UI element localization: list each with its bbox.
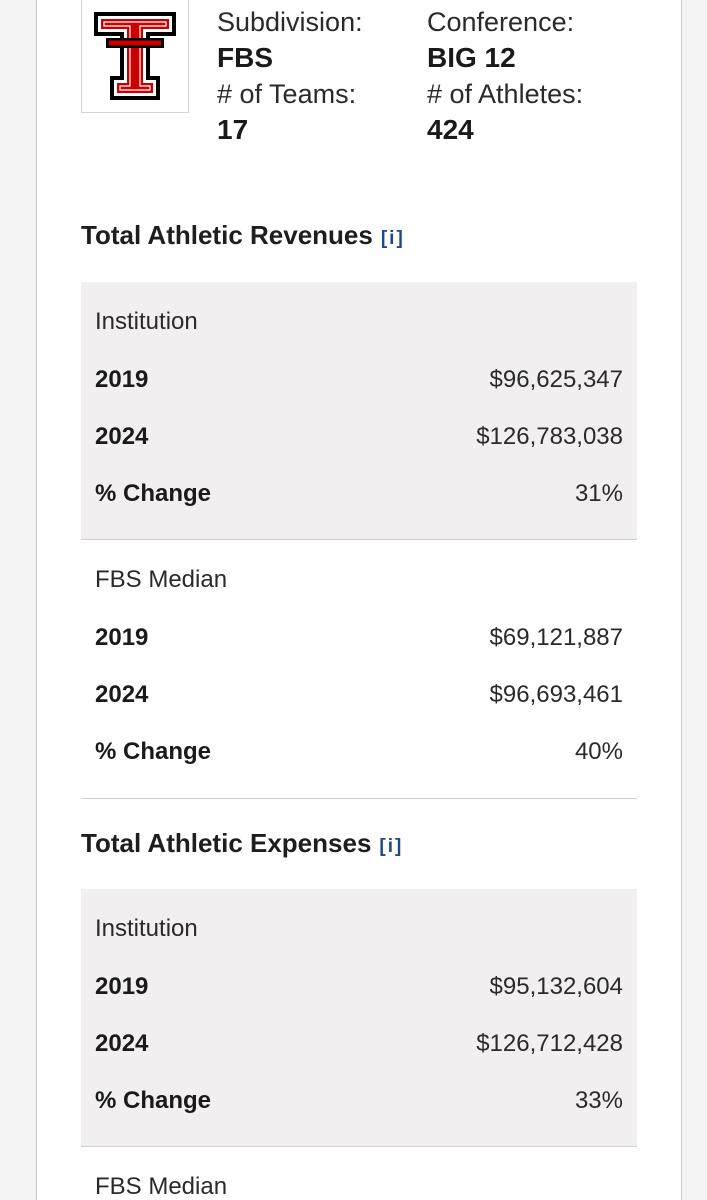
conference-info bbox=[427, 4, 583, 148]
revenues-title-text: Total Athletic Revenues bbox=[81, 220, 373, 250]
conference-value: BIG 12 bbox=[427, 42, 516, 73]
row-value: 40% bbox=[574, 738, 623, 765]
row-key: % Change bbox=[95, 738, 212, 765]
revenues-median-label: FBS Median bbox=[95, 566, 228, 593]
row-key: % Change bbox=[95, 480, 212, 507]
table-row bbox=[95, 973, 623, 1005]
expenses-info-link[interactable]: [i] bbox=[379, 836, 404, 857]
revenues-institution-label: Institution bbox=[95, 308, 198, 335]
revenues-median-block bbox=[81, 540, 637, 799]
subdivision-value: FBS bbox=[217, 42, 273, 73]
row-value: $96,625,347 bbox=[489, 366, 623, 393]
row-key: 2024 bbox=[95, 1030, 149, 1057]
row-value: 33% bbox=[574, 1087, 623, 1114]
row-key: 2019 bbox=[95, 973, 149, 1000]
table-row bbox=[95, 681, 623, 713]
table-row bbox=[95, 738, 623, 770]
texas-tech-logo-icon bbox=[92, 10, 178, 102]
expenses-median-block bbox=[81, 1147, 637, 1200]
row-value: $69,121,887 bbox=[489, 624, 623, 651]
subdivision-info bbox=[217, 4, 363, 148]
revenues-info-link[interactable]: [i] bbox=[380, 228, 405, 249]
expenses-institution-label: Institution bbox=[95, 915, 198, 942]
revenues-institution-block bbox=[81, 282, 637, 540]
table-row bbox=[95, 423, 623, 455]
table-row bbox=[95, 366, 623, 398]
row-value: $96,693,461 bbox=[489, 681, 623, 708]
table-row bbox=[95, 624, 623, 656]
row-key: % Change bbox=[95, 1087, 212, 1114]
teams-label: # of Teams: bbox=[217, 79, 357, 109]
table-row bbox=[95, 1087, 623, 1119]
row-key: 2019 bbox=[95, 624, 149, 651]
subdivision-label: Subdivision: bbox=[217, 7, 363, 37]
row-value: 31% bbox=[574, 480, 623, 507]
expenses-median-label: FBS Median bbox=[95, 1173, 228, 1200]
table-row bbox=[95, 480, 623, 512]
revenues-title bbox=[81, 220, 405, 251]
school-logo bbox=[81, 0, 189, 113]
expenses-title bbox=[81, 828, 403, 859]
row-key: 2019 bbox=[95, 366, 149, 393]
conference-label: Conference: bbox=[427, 7, 575, 37]
content-panel bbox=[36, 0, 682, 1200]
expenses-institution-block bbox=[81, 889, 637, 1147]
row-key: 2024 bbox=[95, 681, 149, 708]
table-row bbox=[95, 1030, 623, 1062]
teams-value: 17 bbox=[217, 114, 249, 145]
row-value: $126,712,428 bbox=[476, 1030, 623, 1057]
expenses-title-text: Total Athletic Expenses bbox=[81, 828, 372, 858]
athletes-label: # of Athletes: bbox=[427, 79, 584, 109]
row-key: 2024 bbox=[95, 423, 149, 450]
row-value: $95,132,604 bbox=[489, 973, 623, 1000]
row-value: $126,783,038 bbox=[476, 423, 623, 450]
athletes-value: 424 bbox=[427, 114, 474, 145]
